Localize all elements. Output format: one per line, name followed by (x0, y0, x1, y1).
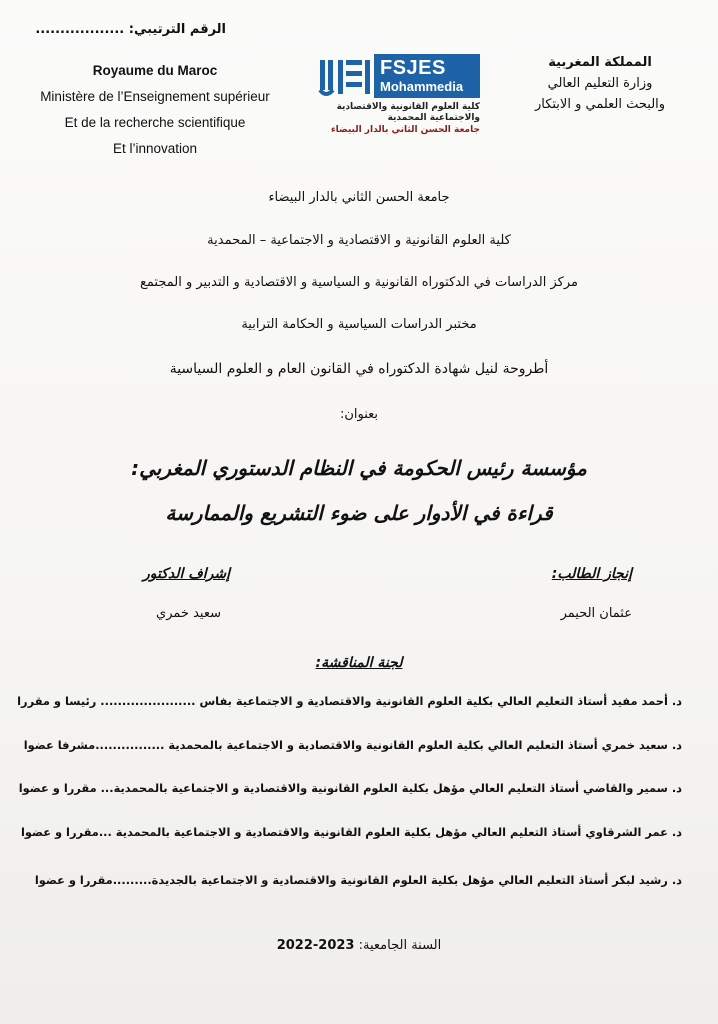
academic-year (0, 938, 718, 953)
faculty-logo (312, 52, 492, 144)
supervisor-label: إشراف الدكتور (142, 566, 230, 582)
logo-arabic-line: والاجتماعية المحمدية (387, 113, 480, 123)
arabic-header (510, 52, 690, 115)
committee-member: د. سمير والقاضي أستاذ التعليم العالي مؤهل بكلية العلوم القانونية والاقتصادية و الاجتماعية بالمحمدية... مقررا و عضوا (18, 781, 682, 795)
titled-label: بعنوان: (339, 407, 379, 422)
order-number-value: .................. (35, 22, 125, 37)
arabic-header-line: وزارة التعليم العالي (547, 76, 653, 91)
order-number-label: الرقم الترتيبي: (128, 22, 226, 37)
doctoral-center: مركز الدراسات في الدكتوراه القانونية و السياسية و الاقتصادية و التدبير و المجتمع (140, 275, 578, 290)
french-header-line: Ministère de l’Enseignement supérieur (40, 89, 270, 104)
french-header-line: Royaume du Maroc (92, 63, 218, 78)
student-label: إنجاز الطالب: (551, 566, 632, 582)
french-header-line: Et de la recherche scientifique (64, 115, 246, 130)
student-name: عثمان الحيمر (560, 606, 632, 621)
research-lab: مختبر الدراسات السياسية و الحكامة الترابية (241, 317, 477, 332)
thesis-degree: أطروحة لنيل شهادة الدكتوراه في القانون العام و العلوم السياسية (169, 361, 549, 377)
logo-badge (374, 54, 480, 98)
thesis-title-line-1: مؤسسة رئيس الحكومة في النظام الدستوري المغربي: (131, 456, 587, 480)
committee-member: د. أحمد مفيد أستاذ التعليم العالي بكلية العلوم القانونية والاقتصادية و الاجتماعية بفاس ...................... رئيسا و مقررا (17, 694, 682, 708)
academic-year-value: 2022-2023 (276, 938, 355, 953)
thesis-title-line-2: قراءة في الأدوار على ضوء التشريع والممارسة (165, 501, 553, 525)
logo-arabic-line: جامعة الحسن الثاني بالدار البيضاء (331, 125, 480, 135)
university-name: جامعة الحسن الثاني بالدار البيضاء (268, 190, 450, 205)
logo-acronym: FSJES (380, 57, 446, 79)
committee-member: د. سعيد خمري أستاذ التعليم العالي بكلية العلوم القانونية والاقتصادية و الاجتماعية بالمحمدية ................مشرفا عضوا (23, 738, 682, 752)
french-header-line: Et l’innovation (112, 141, 198, 156)
supervisor-name: سعيد خمري (156, 606, 221, 621)
academic-year-label: السنة الجامعية: (358, 938, 442, 953)
arabic-header-line: والبحث العلمي و الابتكار (534, 97, 666, 112)
arabic-header-line: المملكة المغربية (548, 55, 652, 70)
committee-member: د. رشيد لبكر أستاذ التعليم العالي مؤهل بكلية العلوم القانونية والاقتصادية و الاجتماعية بالجديدة.........مقررا و عضوا (34, 873, 682, 887)
logo-arabic-line: كلية العلوم القانونية والاقتصادية (336, 102, 480, 112)
french-header (20, 58, 290, 162)
committee-title: لجنة المناقشة: (315, 655, 403, 671)
faculty-name: كلية العلوم القانونية و الاقتصادية و الاجتماعية – المحمدية (207, 233, 511, 248)
committee-member: د. عمر الشرقاوي أستاذ التعليم العالي مؤهل بكلية العلوم القانونية والاقتصادية و الاجتماعية بالمحمدية ...مقررا و عضوا (21, 825, 682, 839)
logo-mark-icon (318, 56, 372, 98)
logo-city: Mohammedia (380, 79, 464, 94)
order-number (35, 22, 226, 37)
